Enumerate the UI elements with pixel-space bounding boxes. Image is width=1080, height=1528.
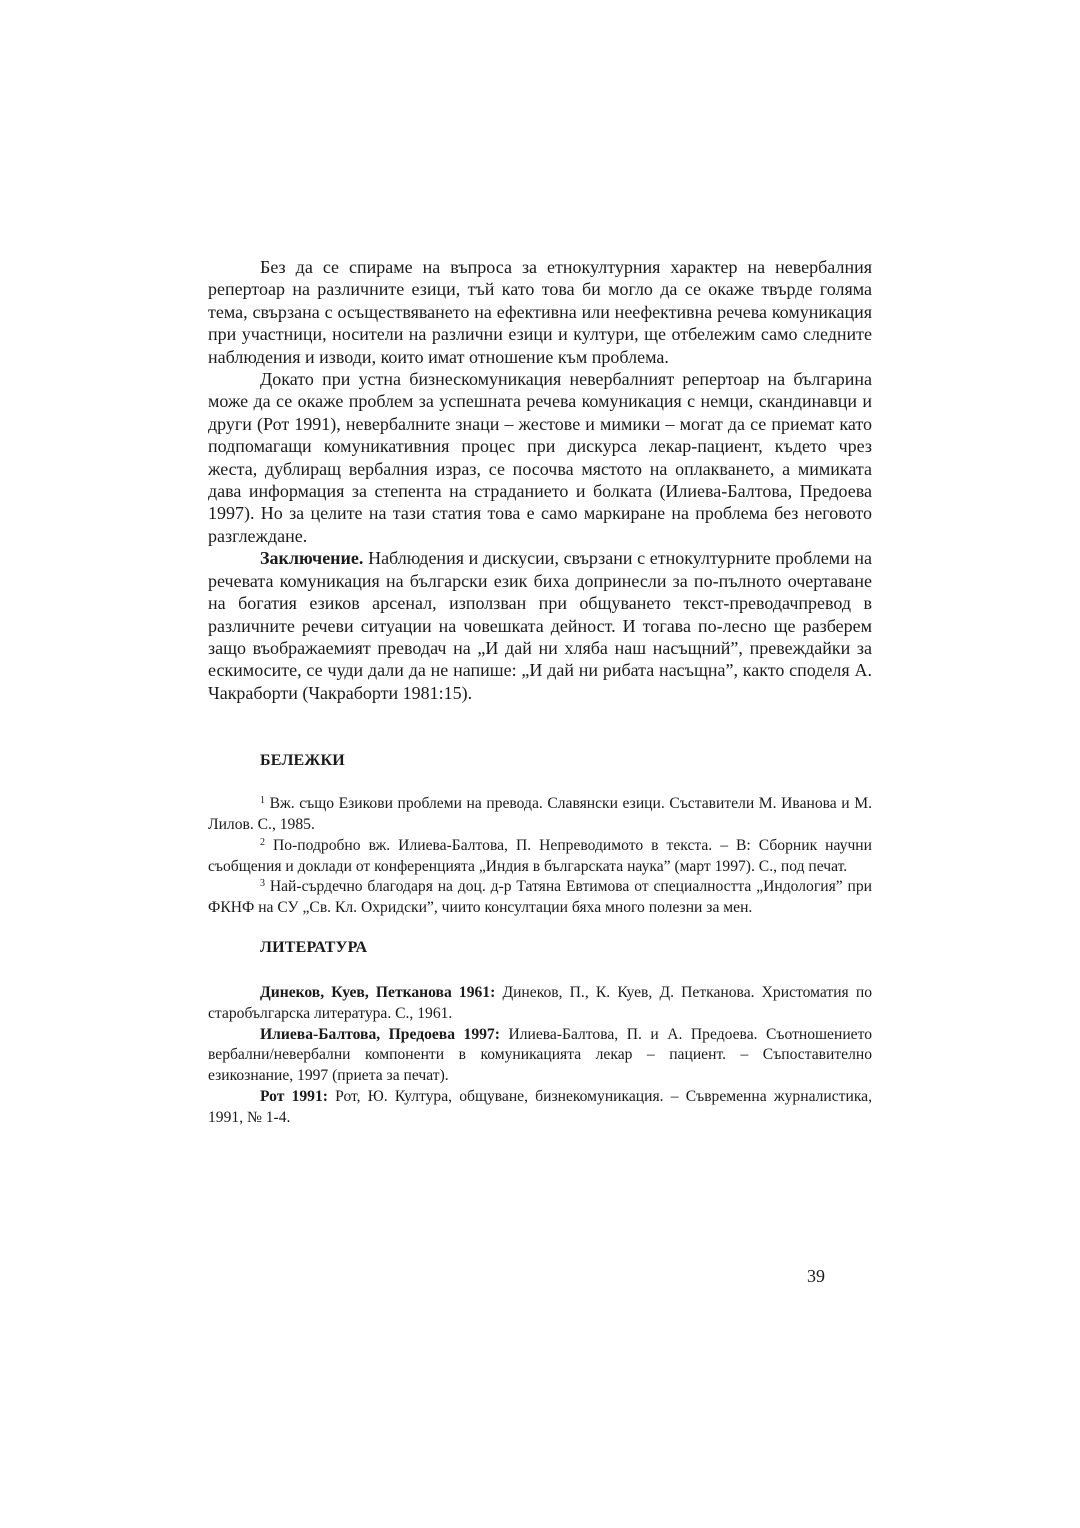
note-item [208,877,872,919]
reference-text: Илиева-Балтова, П. и А. Предоева. Съотношението вербални/невербални компоненти в комуникацията лекар – пациент. – Съпоставително езикознание, 1997 (приета за печат). [208,1025,872,1085]
page-content [208,256,872,1128]
reference-key: Илиева-Балтова, Предоева 1997: [260,1025,500,1043]
body-paragraph-conclusion [208,547,872,704]
note-text: По-подробно вж. Илиева-Балтова, П. Непреводимото в текста. – В: Сборник научни съобщения и доклади от конференцията „Индия в българската наука” (март 1997). С., под печат. [208,836,872,875]
note-text: Вж. също Езикови проблеми на превода. Славянски езици. Съставители М. Иванова и М. Лилов. С., 1985. [208,795,872,833]
main-text [208,256,872,704]
page-number: 39 [807,1266,825,1286]
note-marker: 2 [260,836,265,848]
body-paragraph-1: Без да се спираме на въпроса за етнокултурния характер на невербалния репертоар на различните езици, тъй като това би могло да се окаже твърде голяма тема, свързана с осъществяването на ефективна или неефективна речева комуникация при участници, носители на различни езици и култури, ще отбележим само следните наблюдения и изводи, които имат отношение към проблема. [208,257,872,367]
reference-key: Динеков, Куев, Петканова 1961: [260,983,496,1001]
literature-heading: ЛИТЕРАТУРА [260,938,368,956]
conclusion-text: Наблюдения и дискусии, свързани с етнокултурните проблеми на речевата комуникация на български език биха допринесли за по-пълното очертаване на богатия езиков арсенал, използван при общуването текст-преводачпревод в различните речеви ситуации на човешката дейност. И тогава по-лесно ще разберем защо въображаемият преводач на „И дай ни хляба наш насъщний”, превеждайки за ескимосите, се чуди дали да не напише: „И дай ни рибата насъщна”, както споделя А. Чакраборти (Чакраборти 1981:15). [208,548,872,703]
reference-item [208,983,872,1025]
notes-heading: БЕЛЕЖКИ [260,752,345,770]
notes-list [208,794,872,919]
body-paragraph-2: Докато при устна бизнескомуникация невербалният репертоар на българина може да се окаже проблем за успешната речева комуникация с немци, скандинавци и други (Рот 1991), невербалните знаци – жестове и мимики – могат да се приемат като подпомагащи комуникативния процес при дискурса лекар-пациент, където чрез жеста, дублиращ вербалния израз, се посочва мястото на оплакването, а мимиката дава информация за степента на страданието и болката (Илиева-Балтова, Предоева 1997). Но за целите на тази статия това е само маркиране на проблема без неговото разглеждане. [208,369,872,546]
reference-text: Рот, Ю. Култура, общуване, бизнекомуникация. – Съвременна журналистика, 1991, № 1-4. [208,1087,873,1126]
note-marker: 3 [260,878,265,890]
note-text: Най-сърдечно благодаря на доц. д-р Татяна Евтимова от специалността „Индология” при ФКНФ на СУ „Св. Кл. Охридски”, чиито консултации бяха много полезни за мен. [208,878,872,917]
note-item [208,836,872,878]
reference-text: Динеков, П., К. Куев, Д. Петканова. Христоматия по старобългарска литература. С., 1961. [208,983,872,1022]
reference-item [208,1025,872,1087]
literature-list [208,983,872,1129]
note-marker: 1 [260,795,265,807]
note-item [208,794,872,836]
reference-key: Рот 1991: [260,1087,328,1105]
conclusion-label: Заключение. [260,548,364,569]
reference-item [208,1087,872,1129]
